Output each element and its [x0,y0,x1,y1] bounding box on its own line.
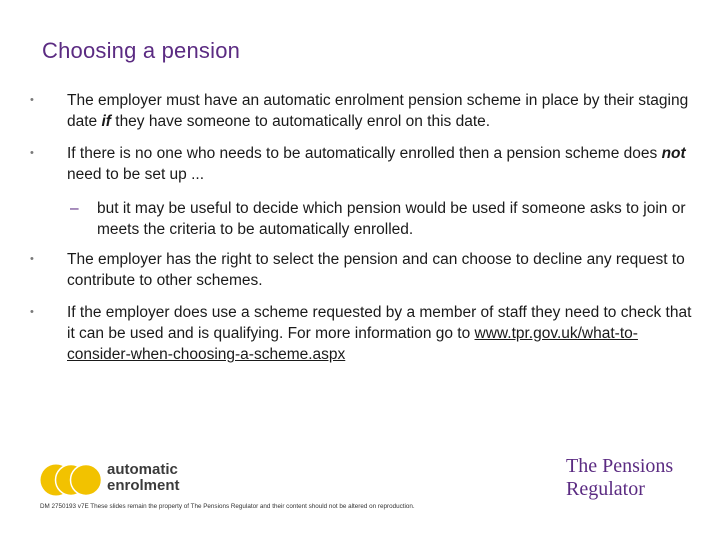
bullet-text: The employer must have an automatic enrolment pension scheme in place by their staging date [67,92,689,130]
pensions-regulator-line2: Regulator [566,478,645,500]
bullet-text: they have someone to automatically enrol on this date. [110,113,491,130]
sub-bullet-useful-to-decide [30,198,700,240]
bullet-text: If the employer does use a scheme requested by a member of staff they need to check that it can be used and is qualifying. For more information go to [67,304,692,342]
bullet-marker: • [30,306,34,318]
pensions-regulator-logo [566,455,706,501]
bullet-emphasis: not [661,145,686,162]
sub-bullet-marker: – [70,200,79,217]
footer-disclaimer: DM 2750193 v7E These slides remain the property of The Pensions Regulator and their content should not be altered on reproduction. [40,503,415,510]
bullet-text: need to be set up ... [67,166,205,183]
slide-content [30,90,700,376]
automatic-enrolment-logo [40,460,200,500]
bullet-emphasis: if [101,113,111,130]
bullet-staging-date [30,90,700,132]
automatic-enrolment-wordmark [107,462,180,494]
pensions-regulator-line1: The Pensions [566,455,674,477]
bullet-employer-right [30,249,700,291]
bullet-marker: • [30,253,34,265]
bullet-text: If there is no one who needs to be automatically enrolled then a pension scheme does [67,145,662,162]
bullet-requested-scheme [30,302,700,365]
slide-title: Choosing a pension [42,38,241,63]
sub-bullet-text: but it may be useful to decide which pension would be used if someone asks to join or meets the criteria to be automatically enrolled. [97,200,686,238]
bullet-marker: • [30,94,34,106]
tpr-scheme-link[interactable]: www.tpr.gov.uk/what-to-consider-when-choosing-a-scheme.aspx [67,325,638,363]
automatic-enrolment-line2: enrolment [107,477,180,494]
bullet-marker: • [30,147,34,159]
automatic-enrolment-line1: automatic [107,461,178,478]
bullet-text: The employer has the right to select the pension and can choose to decline any request to contribute to other schemes. [67,251,685,289]
bullet-no-one-to-enrol [30,143,700,185]
automatic-enrolment-circles-icon [40,463,102,497]
